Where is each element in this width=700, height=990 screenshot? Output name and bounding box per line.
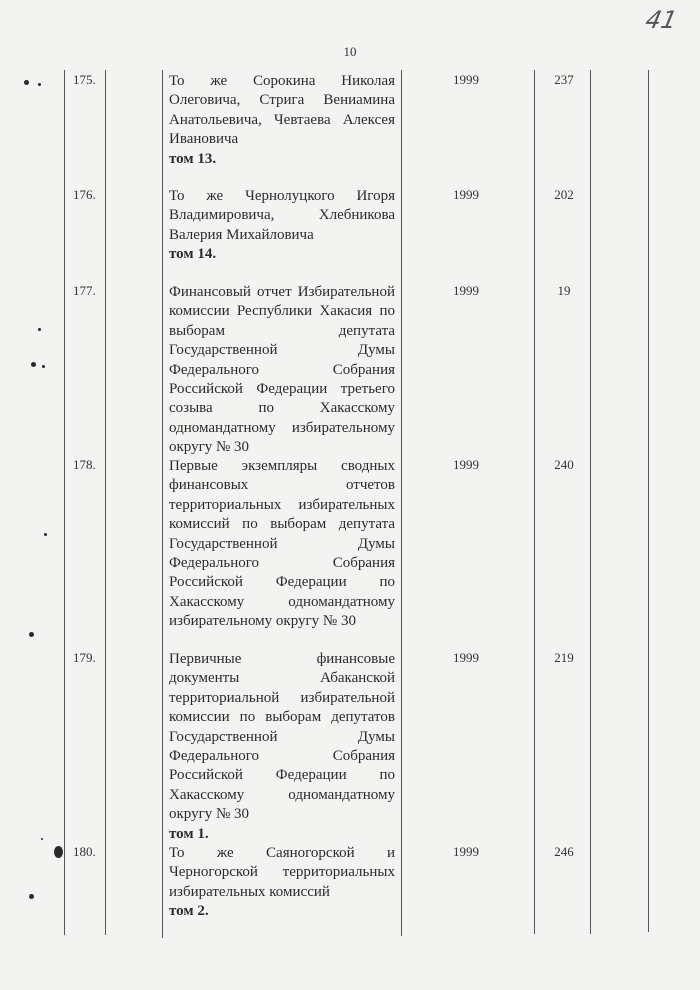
item-number: 180.	[73, 844, 96, 859]
item-number: 178.	[73, 457, 96, 472]
item-number: 177.	[73, 283, 96, 298]
table-rule	[64, 70, 65, 935]
item-year: 1999	[453, 187, 479, 202]
item-volume: том 14.	[169, 246, 217, 263]
item-text: Первые экземпляры сводных финансовых отчетов территориальных избирательных комиссий по выборам депутата Государственной Думы Федерального Собрания Российской Федерации по Хакасскому одномандатному избирательному округу № 30	[169, 458, 395, 630]
item-volume: том 2.	[169, 903, 209, 920]
item-description	[169, 457, 395, 632]
item-number: 176.	[73, 187, 96, 202]
item-sheet-count: 202	[554, 187, 574, 202]
item-sheet-count: 246	[554, 844, 574, 859]
scan-speck	[38, 328, 41, 331]
item-text: То же Саяногорской и Черногорской территориальных избирательных комиссий	[169, 845, 395, 900]
item-description	[169, 72, 395, 169]
item-year: 1999	[453, 283, 479, 298]
item-number: 179.	[73, 650, 96, 665]
page-number: 10	[343, 44, 357, 59]
item-description	[169, 650, 395, 844]
scan-speck	[29, 894, 34, 899]
table-rule	[162, 70, 163, 938]
item-year: 1999	[453, 457, 479, 472]
scan-speck	[44, 533, 47, 536]
table-rule	[590, 70, 591, 934]
table-rule	[105, 70, 106, 935]
item-description	[169, 844, 395, 922]
item-sheet-count: 19	[557, 283, 571, 298]
scan-speck	[41, 838, 43, 840]
item-number: 175.	[73, 72, 96, 87]
table-rule	[401, 70, 402, 936]
item-year: 1999	[453, 650, 479, 665]
handwritten-sheet-number: 41	[643, 6, 680, 34]
scan-speck	[54, 846, 63, 858]
item-volume: том 13.	[169, 150, 217, 167]
item-text: Финансовый отчет Избирательной комиссии Республики Хакасия по выборам депутата Государственной Думы Федерального Собрания Российской Федерации третьего созыва по Хакасскому одномандатному избирательному округу № 30	[169, 284, 395, 456]
item-description	[169, 187, 395, 265]
item-description	[169, 283, 395, 458]
item-text: Первичные финансовые документы Абаканской территориальной избирательной комиссии по выборам депутатов Государственной Думы Федерального Собрания Российской Федерации по Хакасскому одномандатному округу № 30	[169, 651, 395, 823]
item-sheet-count: 240	[554, 457, 574, 472]
table-rule	[648, 70, 649, 932]
item-text: То же Сорокина Николая Олеговича, Стрига Вениамина Анатольевича, Чевтаева Алексея Ивановича	[169, 73, 395, 148]
scan-speck	[42, 365, 45, 368]
table-rule	[534, 70, 535, 934]
scan-speck	[29, 632, 34, 637]
item-year: 1999	[453, 72, 479, 87]
scan-speck	[24, 80, 29, 85]
item-volume: том 1.	[169, 825, 209, 842]
item-year: 1999	[453, 844, 479, 859]
scan-speck	[38, 83, 41, 86]
item-text: То же Чернолуцкого Игоря Владимировича, Хлебникова Валерия Михайловича	[169, 188, 395, 243]
scan-speck	[31, 362, 36, 367]
item-sheet-count: 219	[554, 650, 574, 665]
item-sheet-count: 237	[554, 72, 574, 87]
